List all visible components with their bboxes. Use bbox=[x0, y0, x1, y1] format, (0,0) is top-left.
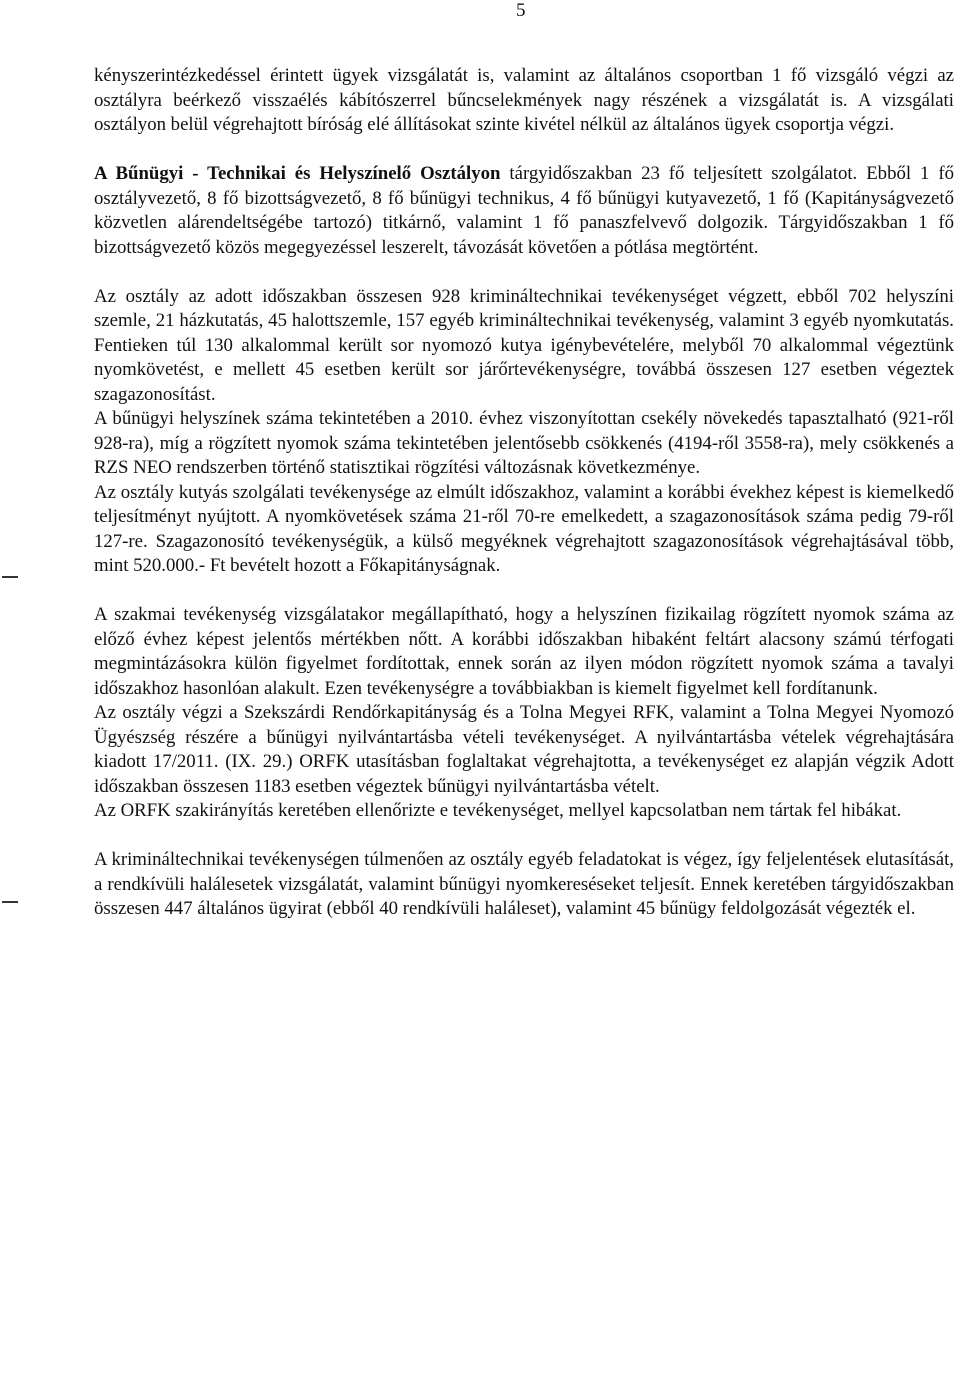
department-name: A Bűnügyi - Technikai és Helyszínelő Osztályon bbox=[94, 163, 501, 184]
margin-mark bbox=[2, 901, 18, 903]
paragraph-activity-stats: Az osztály az adott időszakban összesen 928 krimináltechnikai tevékenységet végzett, ebből 702 helyszíni szemle, 21 házkutatás, 45 halottszemle, 157 egyéb krimináltechnikai tevékenység, valamint 3 egyéb nyomkutatás. Fentieken túl 130 alkalommal került sor nyomozó kutya igénybevételére, melyből 70 alkalommal végeztünk nyomkövetést, e mellett 45 esetben került sor járőrtevékenységre, továbbá összesen 127 esetben végeztek szagazonosítást. bbox=[94, 285, 954, 405]
page-number: 5 bbox=[516, 0, 526, 21]
paragraph-dog-service: Az osztály kutyás szolgálati tevékenysége az elmúlt időszakhoz, valamint a korábbi évekhez képest is kiemelkedő teljesítményt nyújtott. A nyomkövetések száma 21-ről 70-re emelkedett, a szagazonosítások száma pedig 79-ről 127-re. Szagazonosító tevékenységük, a külső megyéknek végrehajtott szagazonosítások végrehajtásával több, mint 520.000.- Ft bevételt hozott a Főkapitányságnak. bbox=[94, 481, 954, 576]
paragraph-other-tasks: A krimináltechnikai tevékenységen túlmenően az osztály egyéb feladatokat is végez, így feljelentések elutasítását, a rendkívüli halálesetek vizsgálatát, valamint bűnügyi nyomkereséseket teljesít. Ennek keretében tárgyidőszakban összesen 447 általános ügyirat (ebből 40 rendkívüli haláleset), valamint 45 bűnügy feldolgozását végezték el. bbox=[94, 849, 954, 919]
paragraph-investigation: kényszerintézkedéssel érintett ügyek vizsgálatát is, valamint az általános csoportban 1 fő vizsgáló végzi az osztályra beérkező visszaélés kábítószerrel bűncselekmények nagy részének a vizsgálatát is. A vizsgálati osztályon belül végrehajtott bíróság elé állításokat szinte kivétel nélkül az általános ügyek csoportja végzi. bbox=[94, 65, 954, 135]
paragraph-registration: Az osztály végzi a Szekszárdi Rendőrkapitányság és a Tolna Megyei RFK, valamint a Tolna Megyei Nyomozó Ügyészség részére a bűnügyi nyilvántartásba vételi tevékenységet. A nyilvántartásba vételek végrehajtására kiadott 17/2011. (IX. 29.) ORFK utasításban foglaltakat végrehajtotta, a tevékenységet ez alapján végzik Adott időszakban összesen 1183 esetben végeztek bűnügyi nyilvántartásba vételt. bbox=[94, 702, 954, 797]
paragraph-orfk-check: Az ORFK szakirányítás keretében ellenőrizte e tevékenységet, mellyel kapcsolatban nem tártak fel hibákat. bbox=[94, 800, 902, 821]
paragraph-professional-review: A szakmai tevékenység vizsgálatakor megállapítható, hogy a helyszínen fizikailag rögzített nyomok száma az előző évhez képest jelentős mértékben nőtt. A korábbi időszakban hibaként feltárt alacsony számú térfogati megmintázásokra külön figyelmet fordítottak, ennek során az ilyen módon rögzített nyomok száma a tavalyi időszakhoz hasonlóan alakult. Ezen tevékenységre a továbbiakban is kiemelt figyelmet kell fordítanunk. bbox=[94, 604, 954, 699]
staffing-text: tárgyidőszakban 23 fő teljesített szolgálatot. Ebből 1 fő osztályvezető, 8 fő bizottságvezető, 8 fő bűnügyi technikus, 4 fő bűnügyi kutyavezető, 1 fő (Kapitányságvezető közvetlen alárendeltségébe tartozó) titkárnő, valamint 1 fő panaszfelvevő dolgozik. Tárgyidőszakban 1 fő bizottságvezető közös megegyezéssel leszerelt, távozását követően a pótlása megtörtént. bbox=[94, 163, 954, 258]
paragraph-staffing bbox=[94, 162, 954, 260]
paragraph-scene-count: A bűnügyi helyszínek száma tekintetében a 2010. évhez viszonyítottan csekély növekedés tapasztalható (921-ről 928-ra), míg a rögzített nyomok száma tekintetében jelentősebb csökkenés (4194-ről 3558-ra), mely csökkenés a RZS NEO rendszerben történő statisztikai rögzítési változásnak következménye. bbox=[94, 408, 954, 478]
document-body bbox=[94, 64, 954, 922]
margin-mark bbox=[2, 576, 18, 578]
